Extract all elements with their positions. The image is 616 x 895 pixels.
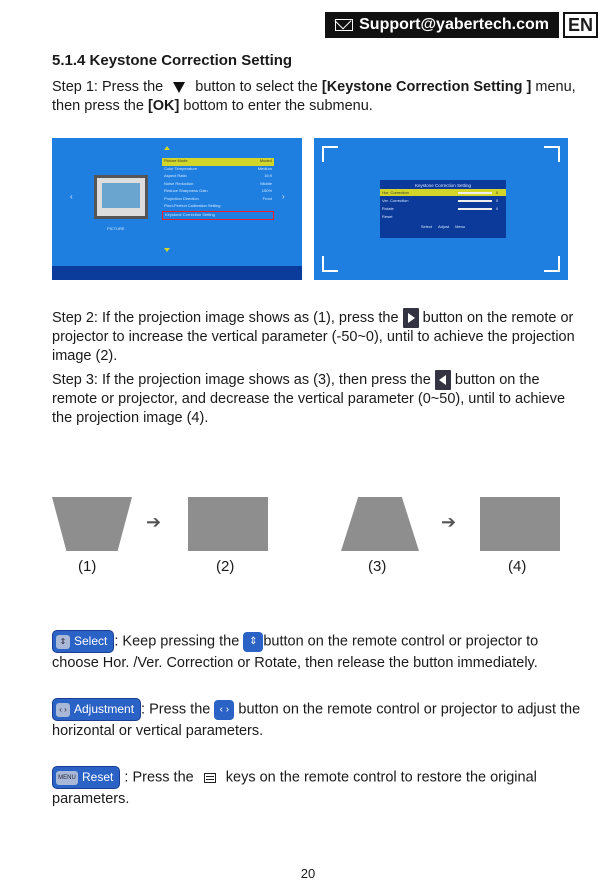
step3-paragraph xyxy=(52,370,582,428)
menu-icon xyxy=(204,773,216,783)
step1-ok-key: [OK] xyxy=(147,98,180,114)
reset-paragraph xyxy=(52,766,582,810)
menu-key-icon: MENU xyxy=(56,771,78,785)
step1-paragraph xyxy=(52,78,582,116)
left-button-icon xyxy=(435,370,451,390)
figure-label: (3) xyxy=(368,558,387,575)
reset-text-a: : Press the xyxy=(124,769,194,786)
step2-text-b: button on the remote or projector to increase the vertical parameter (-50~0), until to achieve the projection image (2). xyxy=(52,309,575,364)
select-text-b: button on the remote control or projector to choose Hor. /Ver. Correction or Rotate, then release the button immediately. xyxy=(52,633,539,671)
page-number: 20 xyxy=(300,866,316,881)
keystone-row: Ver. Correction 0 xyxy=(382,198,499,203)
adjust-text-a: : Press the xyxy=(141,701,211,718)
select-badge: ⇕ Select xyxy=(52,630,114,653)
step1-text-b: button to select the xyxy=(195,79,318,95)
support-email-banner xyxy=(325,12,559,38)
step3-text-a: Step 3: If the projection image shows as (3), then press the xyxy=(52,371,431,388)
left-right-icon: ‹ › xyxy=(56,703,70,717)
adjust-text-b: button on the remote control or projector to adjust the horizontal or vertical parameters. xyxy=(52,701,581,739)
adjustment-badge: ‹ › Adjustment xyxy=(52,698,141,721)
tv-icon xyxy=(94,175,148,219)
keystone-shape-2 xyxy=(188,497,268,551)
keystone-submenu-screenshot xyxy=(314,138,568,280)
up-down-button-icon: ⇕ xyxy=(243,632,263,652)
menu-row: Pixel-Perfect Calibration Setting xyxy=(164,203,221,208)
corner-mark xyxy=(544,146,560,162)
step2-text-a: Step 2: If the projection image shows as (1), press the xyxy=(52,309,399,326)
right-arrow-icon: › xyxy=(282,192,285,201)
bottom-bar xyxy=(52,266,302,280)
corner-mark xyxy=(322,146,338,162)
header xyxy=(325,12,598,38)
picture-menu xyxy=(162,158,274,220)
keystone-panel-title: Keystone Correction Setting xyxy=(414,183,472,188)
menu-row: Aspect Ratio 16:9 xyxy=(164,173,272,178)
keystone-shape-4 xyxy=(480,497,560,551)
right-button-icon xyxy=(403,308,419,328)
up-arrow-icon xyxy=(164,146,170,150)
corner-mark xyxy=(322,256,338,272)
step1-text-a: Step 1: Press the xyxy=(52,79,164,95)
step2-paragraph xyxy=(52,308,582,366)
picture-menu-screenshot xyxy=(52,138,302,280)
section-title: 5.1.4 Keystone Correction Setting xyxy=(52,52,293,69)
keystone-footer: Select Adjust Menu xyxy=(420,224,466,229)
keystone-shape-1 xyxy=(52,497,132,551)
up-down-icon: ⇕ xyxy=(56,635,70,649)
adjust-paragraph xyxy=(52,698,582,742)
menu-row: Picture Mode Mode4 xyxy=(162,158,274,166)
menu-row: Color Temperature Medium xyxy=(164,165,272,171)
step1-menu-name: [Keystone Correction Setting ] xyxy=(321,79,532,95)
menu-row: Reduce Sharpness Gain 100% xyxy=(164,188,272,193)
reset-badge: MENU Reset xyxy=(52,766,120,789)
step3-text-b: button on the remote or projector, and decrease the vertical parameter (0~50), until to achieve the projection image (4). xyxy=(52,371,566,426)
down-arrow-icon xyxy=(164,248,170,252)
figure-label: (1) xyxy=(78,558,97,575)
step1-text-d: menu, then press the xyxy=(52,79,576,114)
keystone-shape-3 xyxy=(341,497,419,551)
menu-row-keystone: Keystone Correction Setting xyxy=(162,211,274,221)
menu-row: Noise Reduction Middle xyxy=(164,180,272,186)
menu-row: Projection Direction Front xyxy=(164,195,272,201)
keystone-row: Reset xyxy=(382,214,393,219)
figure-label: (4) xyxy=(508,558,527,575)
select-paragraph xyxy=(52,630,582,674)
support-email: Support@yabertech.com xyxy=(359,16,549,33)
keystone-row: Rotate 0 xyxy=(382,206,499,211)
arrow-icon: ➔ xyxy=(441,512,457,532)
keystone-row: Hor. Correction 0 xyxy=(380,189,506,196)
arrow-icon: ➔ xyxy=(146,512,162,532)
left-right-button-icon: ‹ › xyxy=(214,700,234,720)
language-badge: EN xyxy=(563,12,598,38)
reset-text-b: keys on the remote control to restore the original parameters. xyxy=(52,769,537,807)
corner-mark xyxy=(544,256,560,272)
left-arrow-icon: ‹ xyxy=(70,192,73,201)
select-text-a: : Keep pressing the xyxy=(114,633,240,650)
picture-label: PICTURE xyxy=(107,226,125,231)
keystone-panel xyxy=(380,180,506,238)
down-arrow-icon xyxy=(173,82,185,93)
mail-icon xyxy=(335,19,353,31)
step1-text-f: bottom to enter the submenu. xyxy=(183,98,373,114)
figure-label: (2) xyxy=(216,558,235,575)
